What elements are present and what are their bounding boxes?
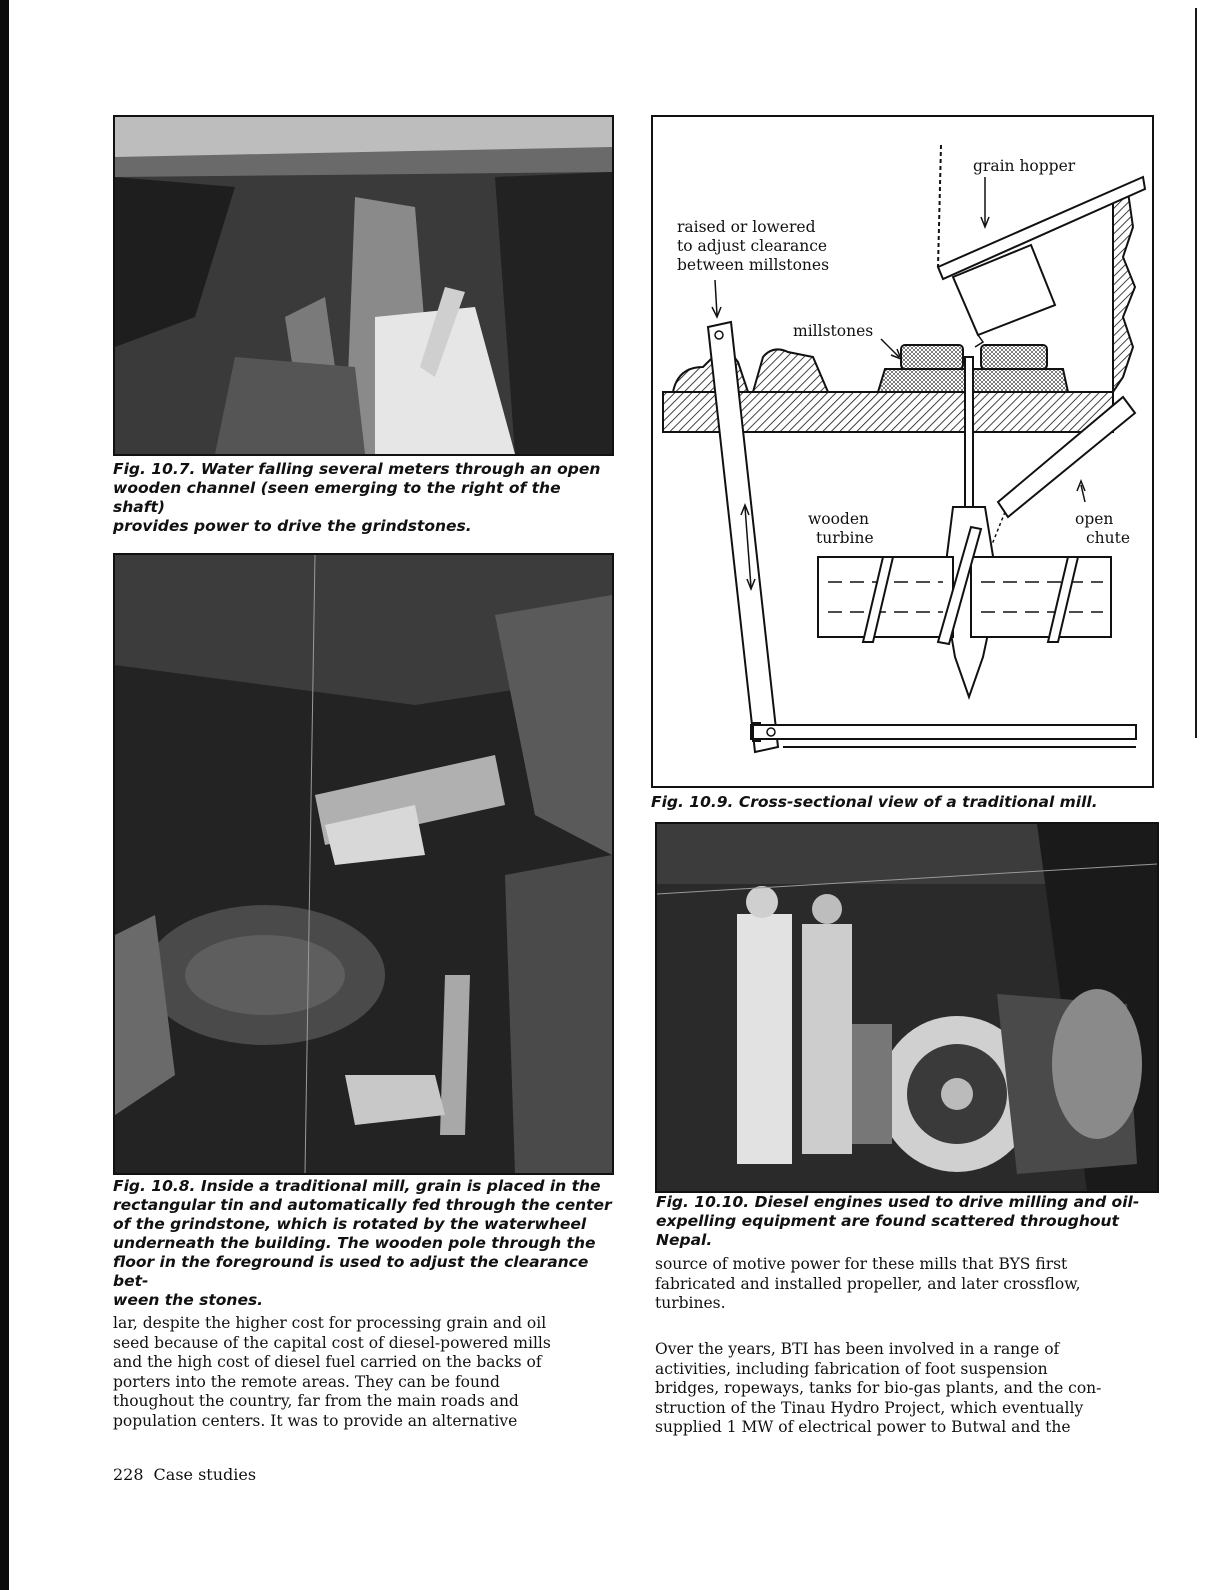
label-grain-hopper: grain hopper	[973, 157, 1076, 175]
fig-label: Fig. 10.10.	[656, 1193, 750, 1211]
text-line: fabricated and installed propeller, and later crossflow,	[655, 1274, 1081, 1293]
text-line: struction of the Tinau Hydro Project, which eventually	[655, 1398, 1084, 1417]
scan-edge	[0, 0, 9, 1590]
caption-line: Water falling several meters through an open	[195, 460, 601, 478]
caption-line: Cross-sectional view of a traditional mill.	[733, 793, 1098, 811]
right-column-text-2	[655, 1340, 1101, 1438]
text-line: thoughout the country, far from the main roads and	[113, 1392, 519, 1410]
text-line: supplied 1 MW of electrical power to Butwal and the	[655, 1418, 1071, 1436]
section-name: Case studies	[153, 1465, 257, 1484]
label-raised-or-lowered: raised or lowered	[677, 218, 816, 236]
fig-label: Fig. 10.7.	[113, 460, 196, 478]
text-line: activities, including fabrication of foot suspension	[655, 1359, 1048, 1378]
label-turbine: turbine	[816, 529, 874, 547]
scan-edge-right	[1195, 8, 1197, 738]
photo-diesel-engines	[655, 822, 1159, 1193]
text-line: bridges, ropeways, tanks for bio-gas plants, and the con-	[655, 1379, 1102, 1397]
fig-label: Fig. 10.8.	[113, 1177, 196, 1195]
caption-line: Diesel engines used to drive milling and oil-	[749, 1193, 1140, 1211]
caption-fig-10-10	[656, 1193, 1156, 1250]
page-number: 228	[113, 1465, 144, 1484]
photo-water-channel	[113, 115, 614, 456]
text-line: porters into the remote areas. They can be found	[113, 1372, 500, 1391]
caption-line: of the grindstone, which is rotated by the waterwheel	[113, 1215, 587, 1233]
text-line: seed because of the capital cost of diesel-powered mills	[113, 1333, 551, 1352]
text-line: Over the years, BTI has been involved in a range of	[655, 1340, 1060, 1358]
caption-line: wooden channel (seen emerging to the right of the shaft)	[113, 479, 561, 516]
right-column-text-1	[655, 1255, 1081, 1314]
fig-label: Fig. 10.9.	[651, 793, 734, 811]
caption-line: rectangular tin and automatically fed through the center	[113, 1196, 612, 1214]
label-adjust-clearance: to adjust clearance	[677, 237, 828, 255]
text-line: population centers. It was to provide an alternative	[113, 1411, 518, 1430]
label-between-millstones: between millstones	[677, 256, 830, 274]
label-millstones: millstones	[793, 322, 874, 340]
caption-line: floor in the foreground is used to adjust the clearance bet-	[113, 1253, 589, 1290]
caption-line: expelling equipment are found scattered throughout Nepal.	[656, 1212, 1119, 1249]
label-open: open	[1075, 510, 1114, 528]
caption-fig-10-9	[651, 793, 1151, 812]
caption-line: ween the stones.	[113, 1291, 264, 1309]
caption-line: provides power to drive the grindstones.	[113, 517, 472, 535]
diagram-mill-cross-section	[651, 115, 1154, 788]
caption-line: underneath the building. The wooden pole through the	[113, 1234, 596, 1252]
text-line: lar, despite the higher cost for processing grain and oil	[113, 1314, 547, 1332]
text-line: and the high cost of diesel fuel carried on the backs of	[113, 1353, 542, 1371]
photo-mill-interior	[113, 553, 614, 1175]
caption-line: Inside a traditional mill, grain is placed in the	[195, 1177, 601, 1195]
label-wooden: wooden	[808, 510, 870, 528]
caption-fig-10-7	[113, 460, 613, 536]
label-chute: chute	[1086, 529, 1131, 547]
caption-fig-10-8	[113, 1177, 613, 1310]
text-line: turbines.	[655, 1294, 726, 1312]
text-line: source of motive power for these mills that BYS first	[655, 1255, 1068, 1273]
page-footer	[113, 1465, 266, 1484]
left-column-text	[113, 1314, 551, 1431]
